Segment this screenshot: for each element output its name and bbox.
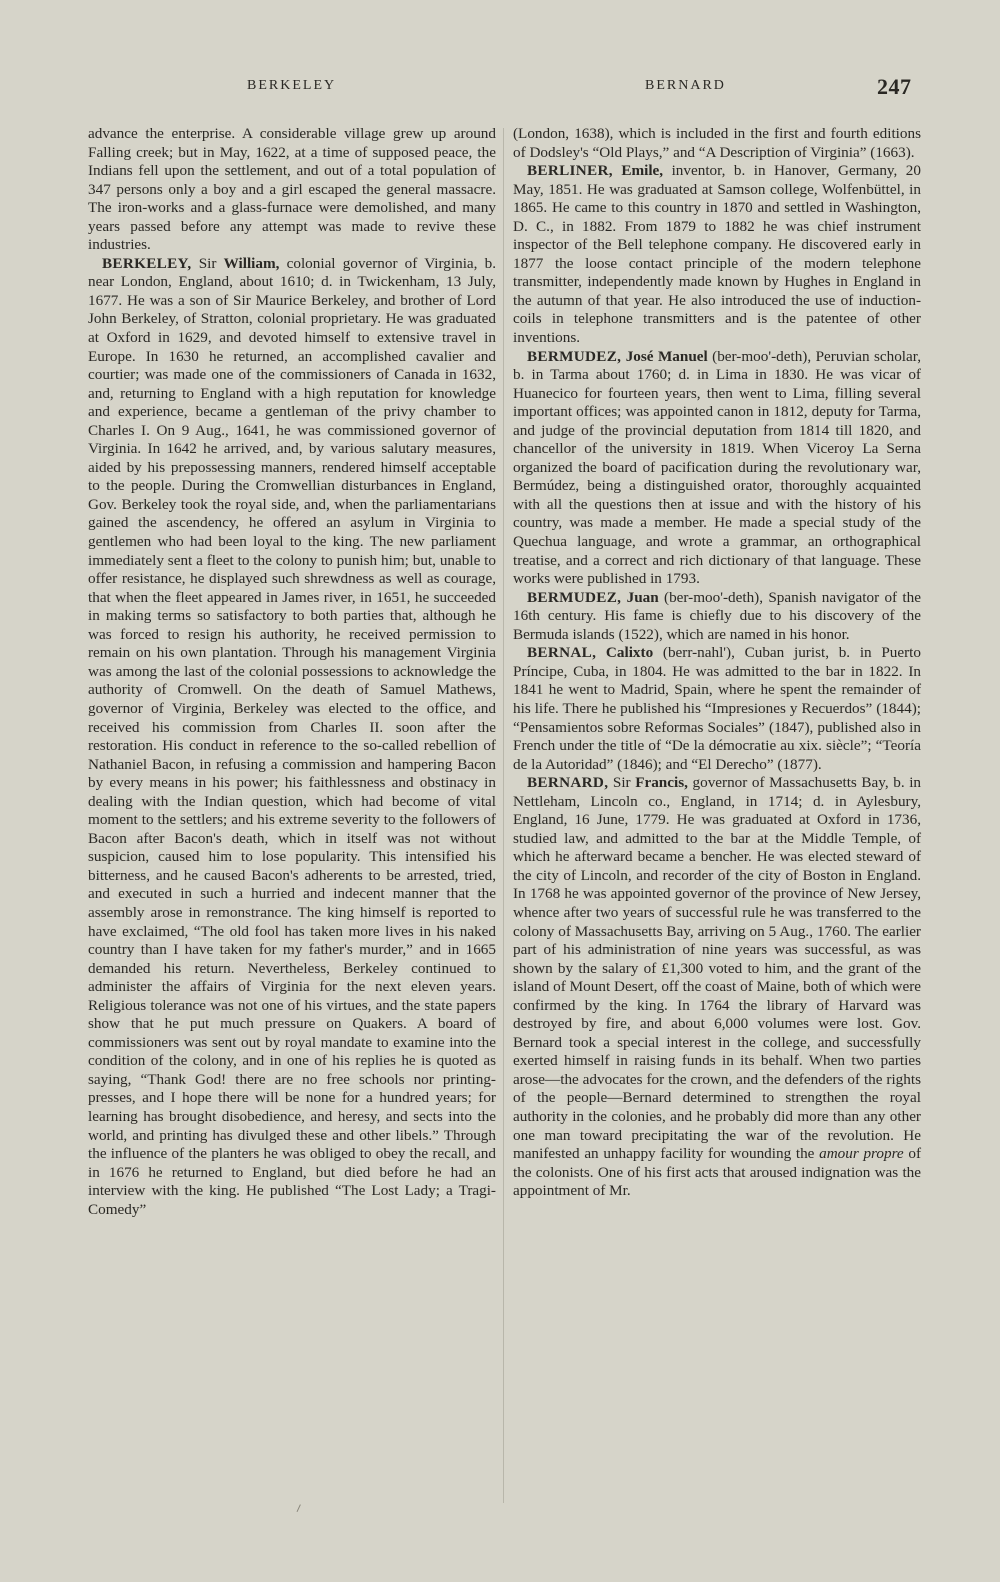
header-right-word: BERNARD [645, 78, 726, 93]
entry-text: colonial governor of Virginia, b. near London, England, about 1610; d. in Twickenham, 13 July, 1677. He was a son of Sir Maurice Berkeley, and brother of Lord John Berkeley, of Stratton, colonial proprietary. He was graduated at Oxford in 1629, and devoted himself to extensive travel in Europe. In 1630 he returned, an accomplished cavalier and courtier; was made one of the commissioners of Canada in 1632, and, returning to England with a high reputation for knowledge and experience, became a gentleman of the privy chamber to Charles I. On 9 Aug., 1641, he was commissioned governor of Virginia. In 1642 he arrived, and, by various salutary measures, aided by his prepossessing manners, rendered himself acceptable to the people. During the Cromwellian disturbances in England, Gov. Berkeley took the royal side, and, when the parliamentarians gained the ascendency, he offered an asylum in Virginia to gentlemen who had been loyal to the king. The new parliament immediately sent a fleet to the colony to punish him; but, unable to offer resistance, he displayed such shrewdness as well as courage, that when the fleet appeared in James river, in 1651, he succeeded in making terms so satisfactory to both parties that, although he was forced to resign his authority, he received permission to remain on his own plantation. Through his management Virginia was among the last of the colonial possessions to acknowledge the authority of Cromwell. On the death of Samuel Mathews, governor of Virginia, Berkeley was elected to the office, and received his commission from Charles II. soon after the restoration. His conduct in reference to the so-called rebellion of Nathaniel Bacon, in refusing a commission and hampering Bacon by every means in his power; his faithlessness and obstinacy in dealing with the Indian question, which had become of vital moment to the settlers; and his extreme severity to the followers of Bacon after Bacon's death, which in itself was not without suspicion, caused him to lose popularity. This intensified his bitterness, and he caused Bacon's adherents to be arrested, tried, and executed in such a hurried and indecent manner that the assembly arose in remonstrance. The king himself is reported to have exclaimed, “The old fool has taken more lives in his naked country than I have taken for my father's murder,” and in 1665 demanded his return. Nevertheless, Berkeley continued to administer the affairs of Virginia for the next eleven years. Religious tolerance was not one of his virtues, and the state papers show that he put much pressure on Quakers. A board of commissioners was sent out by royal mandate to examine into the condition of the colony, and in one of his replies he is quoted as saying, “Thank God! there are no free schools nor printing-presses, and I hope there will be none for a hundred years; for learning has brought disobedience, and heresy, and sects into the world, and printing has divulged these and other libels.” Through the influence of the planters he was obliged to obey the recall, and in 1676 he returned to England, but died before he had an interview with the king. He published “The Lost Lady; a Tragi-Comedy” [88, 254, 497, 1218]
entry-bernard-francis [513, 774, 921, 1201]
entry-surname: BERKELEY, [102, 254, 192, 272]
running-header [0, 74, 1000, 108]
column-divider [503, 128, 504, 1503]
entry-text: (ber-moo'-deth), Peruvian scholar, b. in Tarma about 1760; d. in Lima in 1830. He was vicar of Huanecico for fourteen years, then went to Lima, filling several important offices; was appointed canon in 1812, deputy for Tarma, and judge of the provincial deputation from 1814 till 1820, and chancellor of the university in 1819. When Viceroy La Serna organized the board of pacification during the revolutionary war, Bermúdez, being a distinguished orator, thoroughly acquainted with all the questions then at issue and with the history of his country, was made a member. He made a special study of the Quechua language, and wrote a grammar, an orthographical treatise, and a correct and rich dictionary of that language. These works were published in 1793. [513, 347, 922, 588]
entry-berliner-emile [513, 162, 921, 347]
entry-given-name: Emile, [621, 162, 664, 180]
continuation-paragraph [513, 125, 921, 162]
entry-title: Sir [612, 774, 631, 792]
entry-given-name: Calixto [605, 644, 654, 662]
entry-surname: BERMUDEZ, [527, 347, 622, 365]
continuation-text: advance the enterprise. A considerable village grew up around Falling creek; but in May, 1622, at a time of supposed peace, the Indians fell upon the settlement, and out of a total population of 347 persons only a boy and a girl escaped the general massacre. The iron-works and a glass-furnace were demolished, and many years passed before any attempt was made to revive these industries. [88, 125, 496, 254]
continuation-text: (London, 1638), which is included in the first and fourth editions of Dodsley's “Old Plays,” and “A Description of Virginia” (1663). [513, 125, 921, 161]
entry-text: (ber-moo'-deth), Spanish navigator of the 16th century. His fame is chiefly due to his discovery of the Bermuda islands (1522), which are named in his honor. [513, 588, 921, 643]
entry-text-continued: of the colonists. One of his first acts that aroused indignation was the appointment of Mr. [513, 1145, 922, 1200]
entry-surname: BERNARD, [527, 774, 609, 792]
entry-berkeley-william [88, 255, 496, 1219]
entry-text: (berr-nahl'), Cuban jurist, b. in Puerto Príncipe, Cuba, in 1804. He was admitted to the bar in 1822. In 1841 he went to Madrid, Spain, where he spent the remainder of his life. There he published his “Impresiones y Recuerdos” (1844); “Pensamientos sobre Reformas Sociales” (1847), published also in French under the title of “De la démocratie au xix. siècle”; “Teoría de la Autoridad” (1846); and “El Derecho” (1877). [513, 644, 921, 773]
entry-title: Sir [198, 254, 217, 272]
entry-surname: BERMUDEZ, [527, 588, 622, 606]
entry-given-name: Francis, [635, 774, 688, 792]
entry-bermudez-juan [513, 589, 921, 645]
header-left-word: BERKELEY [247, 78, 337, 93]
entry-italic-phrase: amour propre [819, 1145, 904, 1163]
continuation-paragraph [88, 125, 496, 255]
entry-given-name: William, [223, 254, 280, 272]
entry-bernal-calixto [513, 644, 921, 774]
entry-text: inventor, b. in Hanover, Germany, 20 May, 1851. He was graduated at Samson college, Wolfenbüttel, in 1865. He came to this country in 1870 and settled in Washington, D. C., in 1882. From 1879 to 1882 he was chief instrument inspector of the Bell telephone company. He discovered early in 1877 the loose contact principle of the modern telephone transmitter, independently made known by Hughes in England in the autumn of that year. He also introduced the use of induction-coils in telephone transmitters and is the patentee of other inventions. [513, 162, 921, 347]
paper-mark [297, 1504, 305, 1513]
entry-surname: BERNAL, [527, 644, 597, 662]
entry-bermudez-jose-manuel [513, 348, 921, 589]
entry-given-name: Juan [626, 588, 659, 606]
page-number: 247 [877, 74, 912, 99]
entry-given-name: José Manuel [625, 347, 708, 365]
entry-text: governor of Massachusetts Bay, b. in Nettleham, Lincoln co., England, in 1714; d. in Aylesbury, England, 16 June, 1779. He was graduated at Oxford in 1736, studied law, and admitted to the bar at the Middle Temple, of which he afterward became a bencher. He was elected steward of the city of Lincoln, and recorder of the city of Boston in England. In 1768 he was appointed governor of the province of New Jersey, whence after two years of successful rule he was transferred to the colony of Massachusetts Bay, arriving on 5 Aug., 1760. The earlier part of his administration of nine years was successful, as was shown by the salary of £1,300 voted to him, and the grant of the island of Mount Desert, off the coast of Maine, both of which were confirmed by the king. In 1764 the library of Harvard was destroyed by fire, and about 6,000 volumes were lost. Gov. Bernard took a special interest in the college, and successfully exerted himself in raising funds in its behalf. When two parties arose—the advocates for the crown, and the defenders of the rights of the people—Bernard determined to strengthen the royal authority in the colonies, and he probably did more than any other one man toward precipitating the war of the revolution. He manifested an unhappy facility for wounding the [513, 774, 922, 1163]
right-column [513, 125, 921, 1201]
entry-surname: BERLINER, [527, 162, 613, 180]
left-column [88, 125, 496, 1219]
